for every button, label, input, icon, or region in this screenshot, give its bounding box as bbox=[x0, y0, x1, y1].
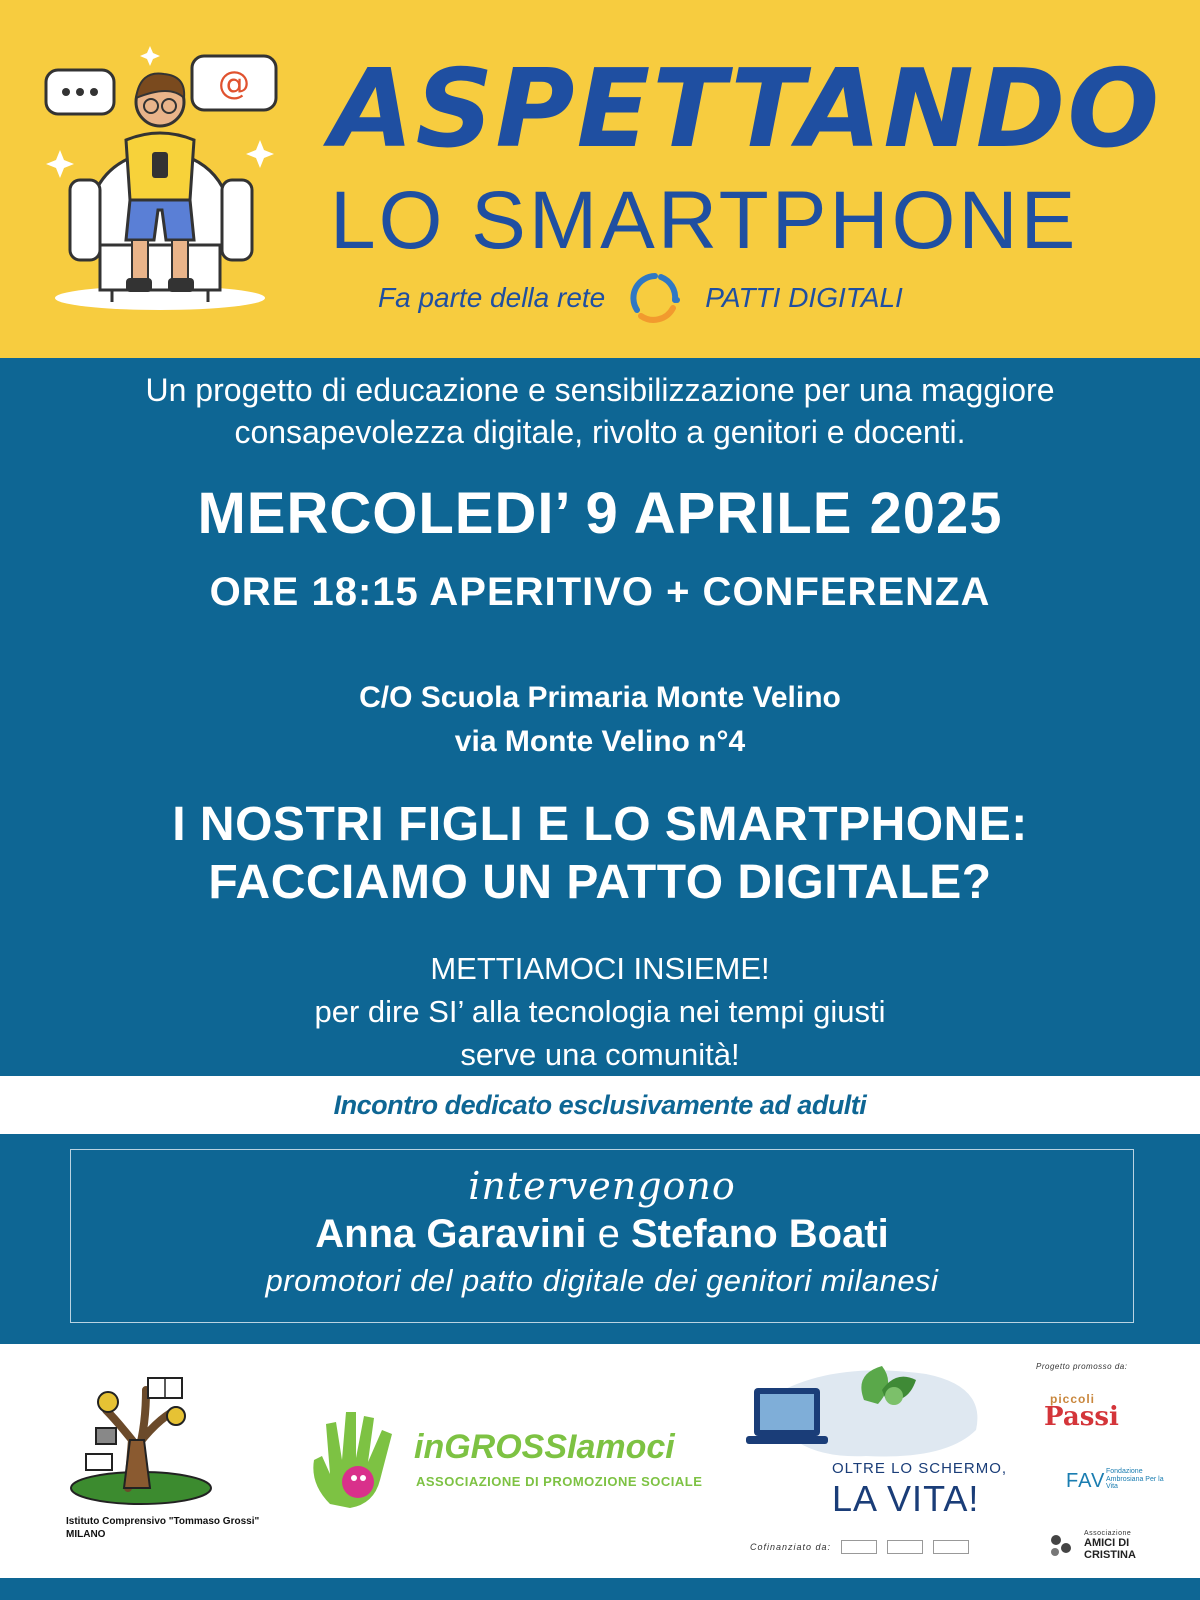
event-time: ORE 18:15 APERITIVO + CONFERENZA bbox=[209, 570, 991, 614]
conference-topic bbox=[0, 796, 1200, 911]
hand-icon bbox=[300, 1404, 410, 1514]
patti-digitali-logo-icon bbox=[627, 270, 683, 326]
school-logo bbox=[66, 1370, 276, 1550]
cofinancer-logo-3 bbox=[933, 1540, 969, 1554]
network-line bbox=[378, 268, 903, 328]
speaker-name-1: Anna Garavini bbox=[315, 1212, 587, 1256]
passi-logo-line-2: Passi bbox=[1044, 1402, 1119, 1432]
speakers-box bbox=[70, 1149, 1134, 1323]
topic-line-1: I NOSTRI FIGLI E LO SMARTPHONE: bbox=[172, 798, 1028, 851]
network-name: PATTI DIGITALI bbox=[705, 282, 903, 313]
sponsor-logos bbox=[0, 1344, 1200, 1578]
call-line-1: METTIAMOCI INSIEME! bbox=[430, 951, 770, 986]
person-with-phone-illustration bbox=[40, 40, 290, 320]
ingrossiamoci-subtitle: ASSOCIAZIONE DI PROMOZIONE SOCIALE bbox=[416, 1474, 703, 1489]
laptop-leaf-icon bbox=[746, 1360, 1016, 1460]
adults-only-notice: Incontro dedicato esclusivamente ad adulti bbox=[333, 1090, 867, 1120]
school-caption bbox=[66, 1516, 286, 1541]
event-info-section bbox=[0, 358, 1200, 1076]
speakers-heading: intervengono bbox=[468, 1164, 736, 1208]
cofinanced-by bbox=[750, 1540, 969, 1554]
venue-address: via Monte Velino n°4 bbox=[454, 724, 746, 758]
school-city: MILANO bbox=[66, 1528, 106, 1540]
oltre-lo-schermo-logo bbox=[746, 1360, 1016, 1520]
main-title: ASPETTANDO bbox=[330, 47, 1162, 172]
svg-text:@: @ bbox=[218, 64, 250, 102]
event-venue bbox=[0, 676, 1200, 763]
speakers-description: promotori del patto digitale dei genitori milanesi bbox=[265, 1263, 939, 1298]
call-to-action bbox=[0, 948, 1200, 1076]
oltre-line-2: LA VITA! bbox=[832, 1478, 980, 1519]
speaker-names bbox=[71, 1212, 1133, 1257]
venue-name: C/O Scuola Primaria Monte Velino bbox=[359, 681, 841, 714]
speaker-name-2: Stefano Boati bbox=[630, 1212, 889, 1256]
promoted-by bbox=[1036, 1362, 1176, 1567]
network-prefix: Fa parte della rete bbox=[378, 282, 606, 313]
promoted-label: Progetto promosso da: bbox=[1036, 1362, 1128, 1371]
ingrossiamoci-logo bbox=[300, 1404, 720, 1514]
event-date: MERCOLEDI’ 9 APRILE 2025 bbox=[197, 481, 1003, 546]
speaker-conjunction: e bbox=[597, 1212, 620, 1256]
tree-icon bbox=[66, 1370, 216, 1510]
ingrossiamoci-name: inGROSSIamoci bbox=[414, 1428, 675, 1466]
bottom-bar bbox=[0, 1578, 1200, 1600]
call-line-3: serve una comunità! bbox=[460, 1036, 740, 1072]
amici-prefix: Associazione bbox=[1084, 1530, 1132, 1537]
oltre-line-1: OLTRE LO SCHERMO, bbox=[832, 1460, 1008, 1477]
header-banner bbox=[0, 0, 1200, 358]
project-intro: Un progetto di educazione e sensibilizzazione per una maggiore consapevolezza digitale, rivolto a genitori e docenti. bbox=[145, 372, 1055, 450]
fav-logo: FAV bbox=[1066, 1470, 1106, 1492]
call-line-2: per dire SI’ alla tecnologia nei tempi giusti bbox=[314, 993, 886, 1029]
cofinanced-label: Cofinanziato da: bbox=[750, 1542, 832, 1552]
fav-subtitle: Fondazione Ambrosiana Per la Vita bbox=[1106, 1468, 1164, 1491]
cofinancer-logo-2 bbox=[887, 1540, 923, 1554]
main-subtitle: LO SMARTPHONE bbox=[330, 175, 1079, 266]
cofinancer-logo-1 bbox=[841, 1540, 877, 1554]
amici-di-cristina-name: AMICI DI CRISTINA bbox=[1084, 1537, 1136, 1561]
passi-logo-line-1: piccoli bbox=[1050, 1392, 1096, 1406]
adults-only-band bbox=[0, 1076, 1200, 1134]
school-name: Istituto Comprensivo "Tommaso Grossi" bbox=[66, 1516, 260, 1527]
speakers-section bbox=[0, 1134, 1200, 1344]
topic-line-2: FACCIAMO UN PATTO DIGITALE? bbox=[208, 855, 992, 909]
amici-di-cristina-icon bbox=[1046, 1530, 1076, 1560]
